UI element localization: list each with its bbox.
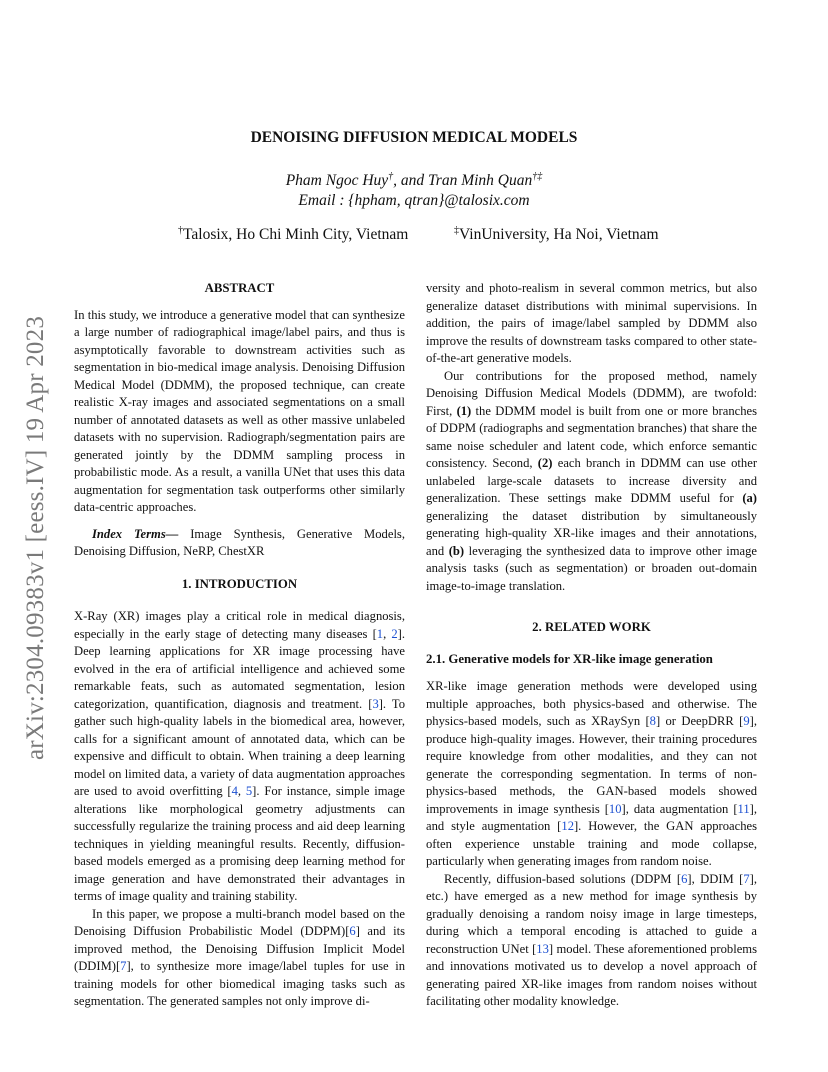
left-column	[74, 280, 405, 1011]
text-run: In this paper, we propose a multi-branch model based on the Denoising Diffusion Probabilistic Model (DDPM)[	[74, 906, 405, 938]
bold-marker: (2)	[537, 456, 553, 470]
text-run: ] or DeepDRR [	[655, 714, 744, 728]
index-terms	[74, 526, 405, 561]
citation-link[interactable]: 7	[120, 959, 127, 973]
bold-marker: (a)	[742, 491, 757, 505]
affiliation-2	[454, 226, 659, 244]
text-run: ], etc.) have emerged as a new method for image synthesis by gradually denoising a random noisy image in large timesteps, during which a temporal encoding is attached to guide a reconstruction UNet [	[426, 871, 757, 956]
citation-link[interactable]: 7	[743, 871, 750, 886]
introduction-heading: 1. INTRODUCTION	[181, 576, 298, 591]
citation-link[interactable]: 9	[743, 714, 750, 728]
subsection-heading: 2.1. Generative models for XR-like image generation	[426, 651, 713, 666]
text-run: ], data augmentation [	[621, 801, 738, 816]
author-2-mark: †‡	[532, 170, 543, 182]
affiliation-1-mark: †	[178, 224, 183, 236]
affiliation-1	[178, 226, 408, 244]
text-run: ] model. These aforementioned problems and innovations motivated us to develop a novel approach of generating paired XR-like images from random noises without facilitating other modality knowledge.	[426, 941, 758, 1008]
author-1-mark: †	[388, 170, 394, 182]
affiliation-2-text: VinUniversity, Ha Noi, Vietnam	[459, 226, 659, 243]
text-run: generalizing the dataset distribution by simultaneously generating high-quality XR-like images and their annotations, and	[426, 508, 757, 558]
text-run: ] and its improved method, the Denoising Diffusion Implicit Model (DDIM)[	[74, 924, 405, 973]
text-run: the DDMM model is built from one or more branches of DDPM (radiographs and segmentation branches) that share the same noise scheduler and latent code, which enforce semantic consistency. Second,	[426, 403, 757, 470]
text-run: ]. However, the GAN approaches often experience unstable training and mode collapse, particularly when generating images from random noise.	[426, 819, 757, 868]
citation-link[interactable]: 6	[349, 924, 356, 938]
citation-link[interactable]: 5	[245, 784, 253, 798]
text-run: ], and style augmentation [	[426, 801, 757, 833]
abstract-heading: ABSTRACT	[204, 281, 275, 295]
citation-link[interactable]: 6	[681, 871, 688, 886]
text-run: ,	[237, 784, 246, 798]
index-terms-label: Index Terms—	[92, 526, 179, 541]
author-email: Email : {hpham, qtran}@talosix.com	[298, 192, 530, 209]
affiliation-2-mark: ‡	[454, 224, 459, 236]
paper-title: DENOISING DIFFUSION MEDICAL MODELS	[250, 129, 578, 146]
introduction-continued: versity and photo-realism in several common metrics, but also generalize dataset distributions with minimal supervisions. In addition, the pairs of image/label sampled by DDMM also improve the results of downstream tasks compared to other state-of-the-art generative models.	[426, 281, 757, 365]
introduction-paragraph-2	[74, 906, 405, 1011]
citation-link[interactable]: 4	[231, 784, 238, 798]
text-run: ,	[383, 626, 392, 641]
text-run: ], DDIM [	[687, 871, 744, 886]
citation-link[interactable]: 8	[649, 714, 656, 728]
contributions-paragraph	[426, 368, 757, 596]
author-block	[0, 171, 828, 211]
citation-link[interactable]: 13	[536, 941, 549, 956]
text-run: each branch in DDMM can use other unlabeled large-scale datasets to increase diversity and generalization. These settings make DDMM useful for	[426, 456, 758, 505]
introduction-paragraph-1	[74, 608, 405, 906]
arxiv-identifier	[8, 310, 64, 766]
arxiv-identifier-text: arXiv:2304.09383v1 [eess.IV] 19 Apr 2023	[22, 315, 49, 761]
citation-link[interactable]: 2	[391, 626, 398, 641]
citation-link[interactable]: 1	[376, 626, 384, 641]
related-work-paragraph-1	[426, 678, 757, 871]
citation-link[interactable]: 11	[737, 801, 750, 816]
author-names	[0, 171, 828, 191]
text-run: XR-like image generation methods were developed using multiple approaches, both physics-based and otherwise. The physics-based models, such as XRaySyn [	[426, 679, 757, 728]
bold-marker: (1)	[456, 403, 472, 418]
affiliation-1-text: Talosix, Ho Chi Minh City, Vietnam	[183, 226, 409, 243]
related-work-paragraph-2	[426, 871, 757, 1011]
right-column	[426, 280, 757, 1011]
index-terms-text: Image Synthesis, Generative Models, Denoising Diffusion, NeRP, ChestXR	[74, 526, 405, 558]
text-run: ]. Deep learning applications for XR image processing have evolved in the era of artificial intelligence and achieved some remarkable feats, such as automated segmentation, lesion categorization, quantification, diagnosis and treatment. [	[74, 626, 405, 711]
abstract-text: In this study, we introduce a generative model that can synthesize a large number of radiographical image/label pairs, and thus is asymptotically favorable to downstream activities such as segmentation in bio-medical image analysis. Denoising Diffusion Medical Model (DDMM), the proposed technique, can create realistic X-ray images and associated segmentations on a small number of annotated datasets as well as other massive unlabeled datasets with no supervision. Radiograph/segmentation pairs are generated jointly by the DDMM sampling process in probabilistic mode. As a result, a vanilla UNet that uses this data augmentation for segmentation task outperforms other similarly data-centric approaches.	[74, 307, 405, 514]
author-2: , and Tran Minh Quan	[393, 172, 533, 189]
text-run: leveraging the synthesized data to improve other image analysis tasks (such as segmentation) or broaden out-domain image-to-image translation.	[426, 543, 757, 593]
text-run: ], to synthesize more image/label tuples for use in training models for other biomedical imaging tasks such as segmentation. The generated samples not only improve di-	[74, 959, 405, 1008]
text-run: X-Ray (XR) images play a critical role in medical diagnosis, especially in the early stage of detecting many diseases [	[74, 609, 405, 641]
author-1: Pham Ngoc Huy	[285, 172, 389, 189]
related-work-heading: 2. RELATED WORK	[532, 620, 651, 634]
text-run: ]. To gather such high-quality labels in the biomedical area, however, calls for a significant amount of annotated data, which can be expensive and difficult to obtain. When training a deep learning model on limited data, a variety of data augmentation approaches are used to avoid overfitting [	[74, 696, 406, 798]
text-run: ], produce high-quality images. However, their training procedures require knowledge from other modalities, and they can not generate the corresponding segmentation. In terms of non-physics-based methods, the GAN-based models showed improvements in image synthesis [	[426, 714, 757, 816]
citation-link[interactable]: 10	[608, 801, 622, 816]
citation-link[interactable]: 12	[561, 819, 574, 833]
bold-marker: (b)	[448, 543, 465, 558]
text-run: Our contributions for the proposed method, namely Denoising Diffusion Medical Models (DDMM), are twofold: First,	[426, 368, 757, 418]
citation-link[interactable]: 3	[372, 696, 379, 711]
text-run: Recently, diffusion-based solutions (DDPM [	[444, 871, 682, 886]
text-run: ]. For instance, simple image alterations like morphological geometry adjustments can successfully regularize the training process and aid deep learning techniques in yielding meaningful results. Recently, diffusion-based models emerged as a promising deep learning method for image generation and have demonstrated their advantages in terms of image quality and training stability.	[74, 784, 405, 903]
